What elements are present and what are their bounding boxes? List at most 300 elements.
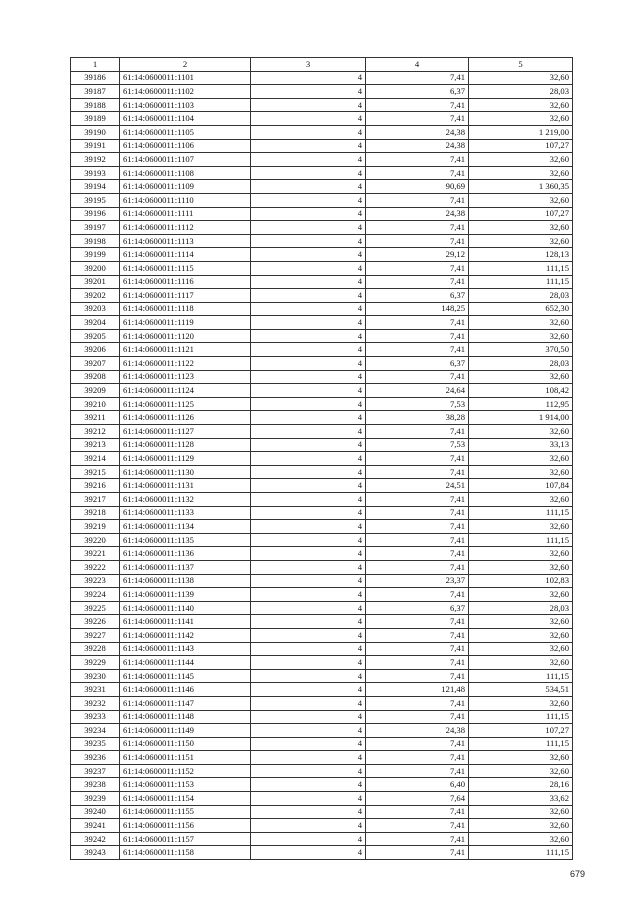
- table-cell-col-3: 4: [251, 778, 366, 792]
- table-cell-col-1: 39218: [71, 506, 120, 520]
- table-cell-col-2: 61:14:0600011:1158: [120, 846, 251, 860]
- table-cell-col-5: 33,13: [469, 438, 573, 452]
- table-cell-col-5: 1 219,00: [469, 125, 573, 139]
- table-cell-col-1: 39223: [71, 574, 120, 588]
- table-cell-col-5: 32,60: [469, 193, 573, 207]
- table-cell-col-2: 61:14:0600011:1151: [120, 751, 251, 765]
- table-cell-col-5: 32,60: [469, 547, 573, 561]
- table-cell-col-4: 7,41: [366, 193, 469, 207]
- table-cell-col-2: 61:14:0600011:1139: [120, 588, 251, 602]
- table-cell-col-5: 32,60: [469, 696, 573, 710]
- table-row: [71, 85, 573, 99]
- table-cell-col-2: 61:14:0600011:1131: [120, 479, 251, 493]
- table-cell-col-1: 39193: [71, 166, 120, 180]
- table-cell-col-4: 7,41: [366, 819, 469, 833]
- table-cell-col-3: 4: [251, 275, 366, 289]
- table-cell-col-4: 7,41: [366, 316, 469, 330]
- table-row: [71, 289, 573, 303]
- table-cell-col-2: 61:14:0600011:1147: [120, 696, 251, 710]
- table-cell-col-4: 7,41: [366, 656, 469, 670]
- table-body: [71, 71, 573, 859]
- table-cell-col-5: 108,42: [469, 384, 573, 398]
- table-cell-col-4: 7,41: [366, 547, 469, 561]
- table-cell-col-3: 4: [251, 452, 366, 466]
- table-cell-col-4: 24,38: [366, 125, 469, 139]
- table-cell-col-1: 39198: [71, 234, 120, 248]
- table-cell-col-4: 7,41: [366, 71, 469, 85]
- table-cell-col-5: 32,60: [469, 520, 573, 534]
- table-cell-col-5: 28,03: [469, 85, 573, 99]
- table-cell-col-3: 4: [251, 683, 366, 697]
- table-cell-col-4: 24,38: [366, 139, 469, 153]
- table-cell-col-4: 7,41: [366, 493, 469, 507]
- table-cell-col-1: 39206: [71, 343, 120, 357]
- table-row: [71, 465, 573, 479]
- table-row: [71, 547, 573, 561]
- table-cell-col-2: 61:14:0600011:1108: [120, 166, 251, 180]
- table-cell-col-4: 7,41: [366, 696, 469, 710]
- table-cell-col-2: 61:14:0600011:1126: [120, 411, 251, 425]
- page-number: 679: [569, 869, 585, 879]
- table-cell-col-2: 61:14:0600011:1136: [120, 547, 251, 561]
- table-cell-col-5: 32,60: [469, 153, 573, 167]
- table-row: [71, 792, 573, 806]
- table-cell-col-2: 61:14:0600011:1123: [120, 370, 251, 384]
- table-cell-col-3: 4: [251, 289, 366, 303]
- header-cell-2: 2: [120, 58, 251, 72]
- table-cell-col-4: 7,41: [366, 764, 469, 778]
- table-cell-col-5: 111,15: [469, 710, 573, 724]
- table-cell-col-5: 32,60: [469, 112, 573, 126]
- table-row: [71, 207, 573, 221]
- table-row: [71, 180, 573, 194]
- table-cell-col-5: 370,50: [469, 343, 573, 357]
- table-cell-col-3: 4: [251, 139, 366, 153]
- table-cell-col-4: 7,41: [366, 275, 469, 289]
- table-row: [71, 438, 573, 452]
- table-cell-col-5: 32,60: [469, 465, 573, 479]
- table-cell-col-3: 4: [251, 248, 366, 262]
- table-header-row: [71, 58, 573, 72]
- table-cell-col-2: 61:14:0600011:1113: [120, 234, 251, 248]
- table-cell-col-2: 61:14:0600011:1124: [120, 384, 251, 398]
- table-cell-col-5: 32,60: [469, 656, 573, 670]
- table-cell-col-3: 4: [251, 384, 366, 398]
- table-cell-col-1: 39233: [71, 710, 120, 724]
- header-cell-3: 3: [251, 58, 366, 72]
- table-cell-col-2: 61:14:0600011:1155: [120, 805, 251, 819]
- table-cell-col-4: 7,53: [366, 397, 469, 411]
- table-cell-col-5: 32,60: [469, 764, 573, 778]
- table-cell-col-3: 4: [251, 357, 366, 371]
- table-cell-col-3: 4: [251, 112, 366, 126]
- table-row: [71, 737, 573, 751]
- table-cell-col-5: 32,60: [469, 805, 573, 819]
- table-cell-col-4: 7,41: [366, 221, 469, 235]
- table-cell-col-2: 61:14:0600011:1107: [120, 153, 251, 167]
- table-cell-col-4: 90,69: [366, 180, 469, 194]
- table-cell-col-2: 61:14:0600011:1125: [120, 397, 251, 411]
- table-cell-col-3: 4: [251, 615, 366, 629]
- table-cell-col-5: 32,60: [469, 751, 573, 765]
- table-cell-col-3: 4: [251, 71, 366, 85]
- table-cell-col-1: 39231: [71, 683, 120, 697]
- table-cell-col-2: 61:14:0600011:1156: [120, 819, 251, 833]
- table-row: [71, 751, 573, 765]
- table-cell-col-2: 61:14:0600011:1154: [120, 792, 251, 806]
- table-cell-col-4: 7,53: [366, 438, 469, 452]
- table-cell-col-3: 4: [251, 193, 366, 207]
- table-cell-col-1: 39197: [71, 221, 120, 235]
- table-cell-col-5: 652,30: [469, 302, 573, 316]
- table-cell-col-4: 7,41: [366, 615, 469, 629]
- table-cell-col-1: 39191: [71, 139, 120, 153]
- table-cell-col-3: 4: [251, 547, 366, 561]
- table-cell-col-2: 61:14:0600011:1120: [120, 329, 251, 343]
- table-cell-col-3: 4: [251, 343, 366, 357]
- table-cell-col-1: 39195: [71, 193, 120, 207]
- table-cell-col-5: 111,15: [469, 533, 573, 547]
- table-cell-col-3: 4: [251, 506, 366, 520]
- table-cell-col-1: 39212: [71, 425, 120, 439]
- table-cell-col-5: 32,60: [469, 615, 573, 629]
- table-cell-col-2: 61:14:0600011:1112: [120, 221, 251, 235]
- table-cell-col-3: 4: [251, 656, 366, 670]
- table-cell-col-2: 61:14:0600011:1133: [120, 506, 251, 520]
- table-cell-col-5: 32,60: [469, 819, 573, 833]
- table-cell-col-4: 24,51: [366, 479, 469, 493]
- table-cell-col-5: 107,27: [469, 724, 573, 738]
- table-cell-col-1: 39202: [71, 289, 120, 303]
- table-cell-col-3: 4: [251, 642, 366, 656]
- table-cell-col-2: 61:14:0600011:1104: [120, 112, 251, 126]
- table-cell-col-3: 4: [251, 397, 366, 411]
- table-cell-col-3: 4: [251, 153, 366, 167]
- table-cell-col-2: 61:14:0600011:1138: [120, 574, 251, 588]
- table-row: [71, 520, 573, 534]
- table-cell-col-3: 4: [251, 710, 366, 724]
- table-cell-col-4: 7,41: [366, 533, 469, 547]
- table-cell-col-3: 4: [251, 180, 366, 194]
- table-cell-col-5: 102,83: [469, 574, 573, 588]
- table-row: [71, 710, 573, 724]
- table-cell-col-3: 4: [251, 628, 366, 642]
- table-cell-col-4: 7,41: [366, 153, 469, 167]
- header-cell-4: 4: [366, 58, 469, 72]
- table-cell-col-3: 4: [251, 411, 366, 425]
- table-row: [71, 452, 573, 466]
- table-cell-col-4: 7,41: [366, 112, 469, 126]
- table-row: [71, 574, 573, 588]
- table-cell-col-5: 107,27: [469, 207, 573, 221]
- table-cell-col-1: 39196: [71, 207, 120, 221]
- table-row: [71, 696, 573, 710]
- table-cell-col-3: 4: [251, 669, 366, 683]
- table-cell-col-3: 4: [251, 846, 366, 860]
- table-cell-col-3: 4: [251, 764, 366, 778]
- table-cell-col-4: 7,41: [366, 560, 469, 574]
- table-cell-col-1: 39219: [71, 520, 120, 534]
- table-row: [71, 656, 573, 670]
- table-row: [71, 819, 573, 833]
- table-cell-col-5: 32,60: [469, 316, 573, 330]
- table-row: [71, 193, 573, 207]
- table-cell-col-4: 7,41: [366, 506, 469, 520]
- table-cell-col-3: 4: [251, 479, 366, 493]
- table-cell-col-4: 6,40: [366, 778, 469, 792]
- table-cell-col-4: 7,41: [366, 465, 469, 479]
- table-row: [71, 642, 573, 656]
- table-cell-col-2: 61:14:0600011:1128: [120, 438, 251, 452]
- table-cell-col-4: 6,37: [366, 85, 469, 99]
- table-cell-col-4: 148,25: [366, 302, 469, 316]
- table-row: [71, 805, 573, 819]
- table-cell-col-1: 39217: [71, 493, 120, 507]
- table-cell-col-5: 128,13: [469, 248, 573, 262]
- table-cell-col-5: 32,60: [469, 221, 573, 235]
- header-cell-1: 1: [71, 58, 120, 72]
- table-cell-col-1: 39228: [71, 642, 120, 656]
- table-row: [71, 832, 573, 846]
- table-cell-col-3: 4: [251, 533, 366, 547]
- table-cell-col-4: 7,41: [366, 737, 469, 751]
- table-cell-col-1: 39243: [71, 846, 120, 860]
- table-cell-col-1: 39201: [71, 275, 120, 289]
- table-cell-col-5: 111,15: [469, 261, 573, 275]
- table-cell-col-2: 61:14:0600011:1119: [120, 316, 251, 330]
- table-cell-col-1: 39229: [71, 656, 120, 670]
- table-cell-col-1: 39222: [71, 560, 120, 574]
- table-cell-col-4: 24,64: [366, 384, 469, 398]
- table-row: [71, 588, 573, 602]
- table-row: [71, 234, 573, 248]
- table-cell-col-3: 4: [251, 221, 366, 235]
- table-cell-col-1: 39241: [71, 819, 120, 833]
- table-row: [71, 248, 573, 262]
- table-cell-col-3: 4: [251, 832, 366, 846]
- table-cell-col-3: 4: [251, 792, 366, 806]
- table-cell-col-5: 32,60: [469, 370, 573, 384]
- table-cell-col-1: 39221: [71, 547, 120, 561]
- table-row: [71, 764, 573, 778]
- table-cell-col-4: 24,38: [366, 207, 469, 221]
- table-row: [71, 493, 573, 507]
- table-cell-col-3: 4: [251, 207, 366, 221]
- table-cell-col-5: 111,15: [469, 669, 573, 683]
- table-cell-col-1: 39189: [71, 112, 120, 126]
- table-cell-col-4: 7,41: [366, 370, 469, 384]
- table-row: [71, 166, 573, 180]
- table-cell-col-3: 4: [251, 302, 366, 316]
- table-row: [71, 316, 573, 330]
- table-cell-col-5: 28,03: [469, 601, 573, 615]
- table-cell-col-5: 28,03: [469, 289, 573, 303]
- table-cell-col-1: 39215: [71, 465, 120, 479]
- table-row: [71, 683, 573, 697]
- table-cell-col-2: 61:14:0600011:1140: [120, 601, 251, 615]
- table-row: [71, 778, 573, 792]
- table-cell-col-4: 7,41: [366, 805, 469, 819]
- table-row: [71, 343, 573, 357]
- table-cell-col-4: 7,41: [366, 166, 469, 180]
- table-cell-col-3: 4: [251, 805, 366, 819]
- table-cell-col-4: 7,41: [366, 98, 469, 112]
- table-cell-col-4: 7,41: [366, 520, 469, 534]
- table-row: [71, 261, 573, 275]
- table-cell-col-2: 61:14:0600011:1127: [120, 425, 251, 439]
- table-row: [71, 221, 573, 235]
- table-cell-col-1: 39204: [71, 316, 120, 330]
- table-cell-col-3: 4: [251, 601, 366, 615]
- table-cell-col-5: 33,62: [469, 792, 573, 806]
- table-cell-col-3: 4: [251, 588, 366, 602]
- table-cell-col-3: 4: [251, 125, 366, 139]
- table-cell-col-1: 39199: [71, 248, 120, 262]
- table-row: [71, 479, 573, 493]
- table-cell-col-3: 4: [251, 234, 366, 248]
- table-cell-col-4: 121,48: [366, 683, 469, 697]
- table-cell-col-3: 4: [251, 574, 366, 588]
- table-cell-col-3: 4: [251, 261, 366, 275]
- table-cell-col-2: 61:14:0600011:1129: [120, 452, 251, 466]
- table-cell-col-2: 61:14:0600011:1150: [120, 737, 251, 751]
- table-cell-col-5: 107,27: [469, 139, 573, 153]
- table-cell-col-5: 107,84: [469, 479, 573, 493]
- table-cell-col-1: 39235: [71, 737, 120, 751]
- table-cell-col-5: 32,60: [469, 71, 573, 85]
- table-cell-col-2: 61:14:0600011:1145: [120, 669, 251, 683]
- table-cell-col-2: 61:14:0600011:1105: [120, 125, 251, 139]
- table-cell-col-2: 61:14:0600011:1149: [120, 724, 251, 738]
- table-cell-col-1: 39205: [71, 329, 120, 343]
- table-cell-col-3: 4: [251, 751, 366, 765]
- table-cell-col-2: 61:14:0600011:1106: [120, 139, 251, 153]
- table-cell-col-2: 61:14:0600011:1137: [120, 560, 251, 574]
- table-cell-col-4: 7,41: [366, 261, 469, 275]
- table-cell-col-5: 111,15: [469, 737, 573, 751]
- table-row: [71, 112, 573, 126]
- table-cell-col-4: 38,28: [366, 411, 469, 425]
- table-cell-col-1: 39190: [71, 125, 120, 139]
- table-cell-col-3: 4: [251, 166, 366, 180]
- table-cell-col-3: 4: [251, 493, 366, 507]
- table-cell-col-1: 39232: [71, 696, 120, 710]
- table-cell-col-2: 61:14:0600011:1135: [120, 533, 251, 547]
- table-cell-col-1: 39186: [71, 71, 120, 85]
- table-cell-col-5: 32,60: [469, 329, 573, 343]
- table-row: [71, 846, 573, 860]
- registry-table: [70, 57, 573, 860]
- table-row: [71, 533, 573, 547]
- table-cell-col-4: 7,41: [366, 425, 469, 439]
- table-cell-col-5: 111,15: [469, 506, 573, 520]
- table-cell-col-2: 61:14:0600011:1144: [120, 656, 251, 670]
- table-cell-col-3: 4: [251, 737, 366, 751]
- table-cell-col-3: 4: [251, 724, 366, 738]
- table-cell-col-3: 4: [251, 819, 366, 833]
- table-cell-col-5: 32,60: [469, 166, 573, 180]
- table-row: [71, 357, 573, 371]
- table-row: [71, 153, 573, 167]
- table-cell-col-4: 7,41: [366, 832, 469, 846]
- table-cell-col-4: 7,41: [366, 234, 469, 248]
- table-cell-col-1: 39208: [71, 370, 120, 384]
- table-cell-col-2: 61:14:0600011:1102: [120, 85, 251, 99]
- table-cell-col-1: 39238: [71, 778, 120, 792]
- table-cell-col-1: 39209: [71, 384, 120, 398]
- table-cell-col-2: 61:14:0600011:1142: [120, 628, 251, 642]
- table-cell-col-2: 61:14:0600011:1116: [120, 275, 251, 289]
- table-cell-col-2: 61:14:0600011:1115: [120, 261, 251, 275]
- table-cell-col-5: 32,60: [469, 642, 573, 656]
- table-cell-col-1: 39203: [71, 302, 120, 316]
- table-cell-col-2: 61:14:0600011:1153: [120, 778, 251, 792]
- table-cell-col-3: 4: [251, 696, 366, 710]
- table-row: [71, 370, 573, 384]
- table-cell-col-2: 61:14:0600011:1132: [120, 493, 251, 507]
- table-cell-col-3: 4: [251, 520, 366, 534]
- table-cell-col-2: 61:14:0600011:1118: [120, 302, 251, 316]
- table-cell-col-1: 39211: [71, 411, 120, 425]
- table-cell-col-5: 32,60: [469, 234, 573, 248]
- table-cell-col-5: 32,60: [469, 425, 573, 439]
- table-cell-col-4: 7,64: [366, 792, 469, 806]
- table-cell-col-5: 1 360,35: [469, 180, 573, 194]
- header-cell-5: 5: [469, 58, 573, 72]
- table-row: [71, 615, 573, 629]
- table-cell-col-1: 39224: [71, 588, 120, 602]
- table-cell-col-5: 32,60: [469, 560, 573, 574]
- table-cell-col-3: 4: [251, 85, 366, 99]
- table-cell-col-4: 29,12: [366, 248, 469, 262]
- table-row: [71, 411, 573, 425]
- table-cell-col-5: 111,15: [469, 275, 573, 289]
- table-cell-col-5: 32,60: [469, 493, 573, 507]
- table-cell-col-2: 61:14:0600011:1110: [120, 193, 251, 207]
- table-cell-col-4: 7,41: [366, 628, 469, 642]
- table-cell-col-5: 28,16: [469, 778, 573, 792]
- table-cell-col-1: 39188: [71, 98, 120, 112]
- table-cell-col-2: 61:14:0600011:1111: [120, 207, 251, 221]
- table-cell-col-4: 6,37: [366, 289, 469, 303]
- table-cell-col-1: 39192: [71, 153, 120, 167]
- table-cell-col-5: 111,15: [469, 846, 573, 860]
- table-cell-col-1: 39213: [71, 438, 120, 452]
- table-cell-col-3: 4: [251, 560, 366, 574]
- table-cell-col-3: 4: [251, 425, 366, 439]
- table-cell-col-4: 7,41: [366, 669, 469, 683]
- table-row: [71, 71, 573, 85]
- table-cell-col-5: 1 914,00: [469, 411, 573, 425]
- table-cell-col-3: 4: [251, 370, 366, 384]
- table-cell-col-2: 61:14:0600011:1143: [120, 642, 251, 656]
- table-cell-col-4: 7,41: [366, 588, 469, 602]
- table-row: [71, 506, 573, 520]
- table-cell-col-5: 32,60: [469, 588, 573, 602]
- table-row: [71, 669, 573, 683]
- table-cell-col-4: 6,37: [366, 357, 469, 371]
- table-cell-col-4: 7,41: [366, 751, 469, 765]
- table-cell-col-4: 23,37: [366, 574, 469, 588]
- table-cell-col-1: 39194: [71, 180, 120, 194]
- table-cell-col-2: 61:14:0600011:1134: [120, 520, 251, 534]
- table-cell-col-1: 39207: [71, 357, 120, 371]
- table-cell-col-1: 39187: [71, 85, 120, 99]
- table-cell-col-1: 39225: [71, 601, 120, 615]
- table-cell-col-4: 7,41: [366, 452, 469, 466]
- table-row: [71, 139, 573, 153]
- table-cell-col-1: 39214: [71, 452, 120, 466]
